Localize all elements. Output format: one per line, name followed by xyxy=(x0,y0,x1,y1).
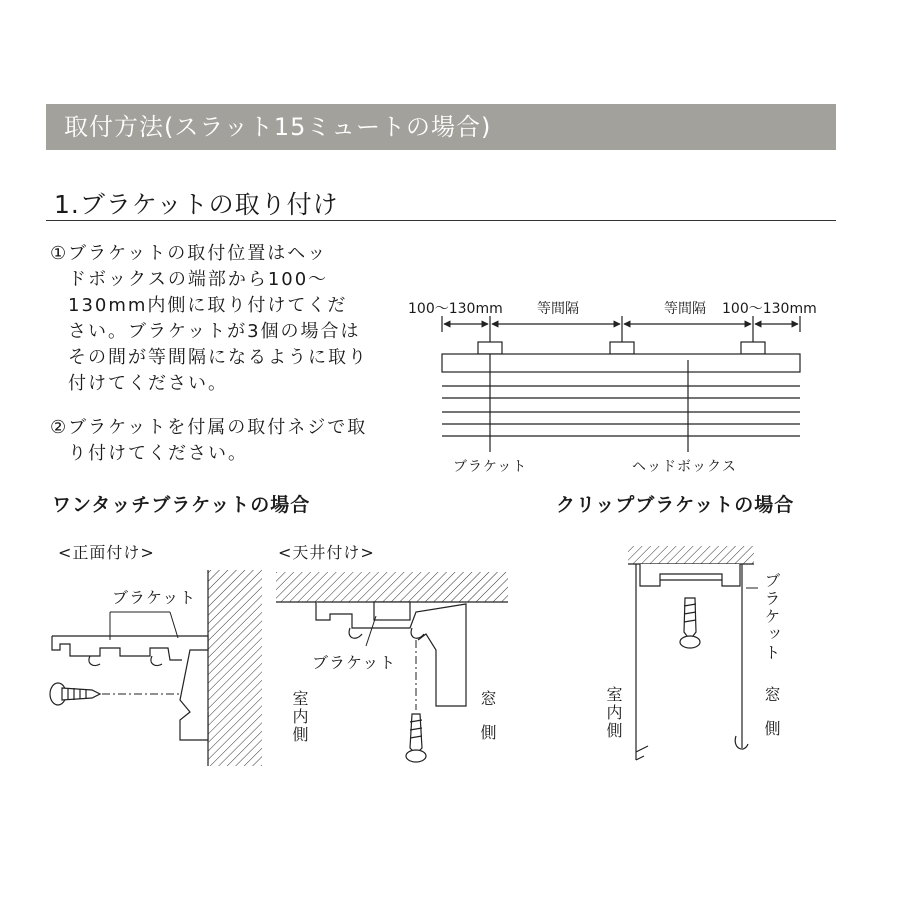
step-1-line-4: さい。ブラケットが3個の場合は xyxy=(68,321,361,342)
ceiling-hatch-clip xyxy=(628,546,754,564)
step-1-line-1: ①ブラケットの取付位置はヘッ xyxy=(50,243,328,264)
bracket-label-ceiling: ブラケット xyxy=(312,653,397,672)
step-2-line-2: り付けてください。 xyxy=(68,443,248,464)
screw-icon-clip xyxy=(680,598,700,648)
dim-label-left: 100〜130mm xyxy=(408,301,503,317)
clip-mount-diagram xyxy=(628,546,758,760)
bracket-label-clip: ブラケット xyxy=(762,572,781,662)
wall-hatch xyxy=(208,570,262,766)
equal-spacing-label-left: 等間隔 xyxy=(537,301,579,317)
bracket-1 xyxy=(478,342,502,354)
dim-label-right: 100〜130mm xyxy=(722,301,817,317)
equal-spacing-label-right: 等間隔 xyxy=(664,301,706,317)
ceiling-mount-diagram xyxy=(276,572,508,762)
bracket-3 xyxy=(741,342,765,354)
bracket-label-top: ブラケット xyxy=(453,459,528,475)
front-mount-diagram xyxy=(50,570,262,766)
screw-icon-front xyxy=(50,683,100,705)
screw-icon-ceiling xyxy=(406,714,426,762)
indoor-side-label-clip: 室内側 xyxy=(604,686,623,740)
indoor-side-label-ceiling: 室内側 xyxy=(290,690,309,744)
page-title: 取付方法(スラット15ミュートの場合) xyxy=(64,113,492,141)
bracket-label-front: ブラケット xyxy=(112,588,197,607)
one-touch-bracket-title: ワンタッチブラケットの場合 xyxy=(52,494,311,516)
step-2-line-1: ②ブラケットを付属の取付ネジで取 xyxy=(50,417,368,438)
step-1-line-3: 130mm内側に取り付けてくだ xyxy=(68,295,348,316)
window-side-label-clip: 窓側 xyxy=(762,686,781,754)
bracket-2 xyxy=(610,342,634,354)
section-title: 1.ブラケットの取り付け xyxy=(54,190,339,219)
window-side-label-ceiling: 窓側 xyxy=(478,690,497,758)
step-1-line-6: 付けてください。 xyxy=(68,373,228,394)
front-mount-label: <正面付け> xyxy=(58,543,155,562)
headbox-label: ヘッドボックス xyxy=(632,459,737,475)
headbox-diagram xyxy=(442,316,800,452)
clip-bracket-title: クリップブラケットの場合 xyxy=(556,494,795,516)
step-1-line-2: ドボックスの端部から100〜 xyxy=(68,269,329,290)
ceiling-hatch xyxy=(276,572,508,602)
step-1-line-5: その間が等間隔になるように取り xyxy=(68,347,368,368)
headbox xyxy=(442,354,800,372)
ceiling-mount-label: <天井付け> xyxy=(278,543,375,562)
